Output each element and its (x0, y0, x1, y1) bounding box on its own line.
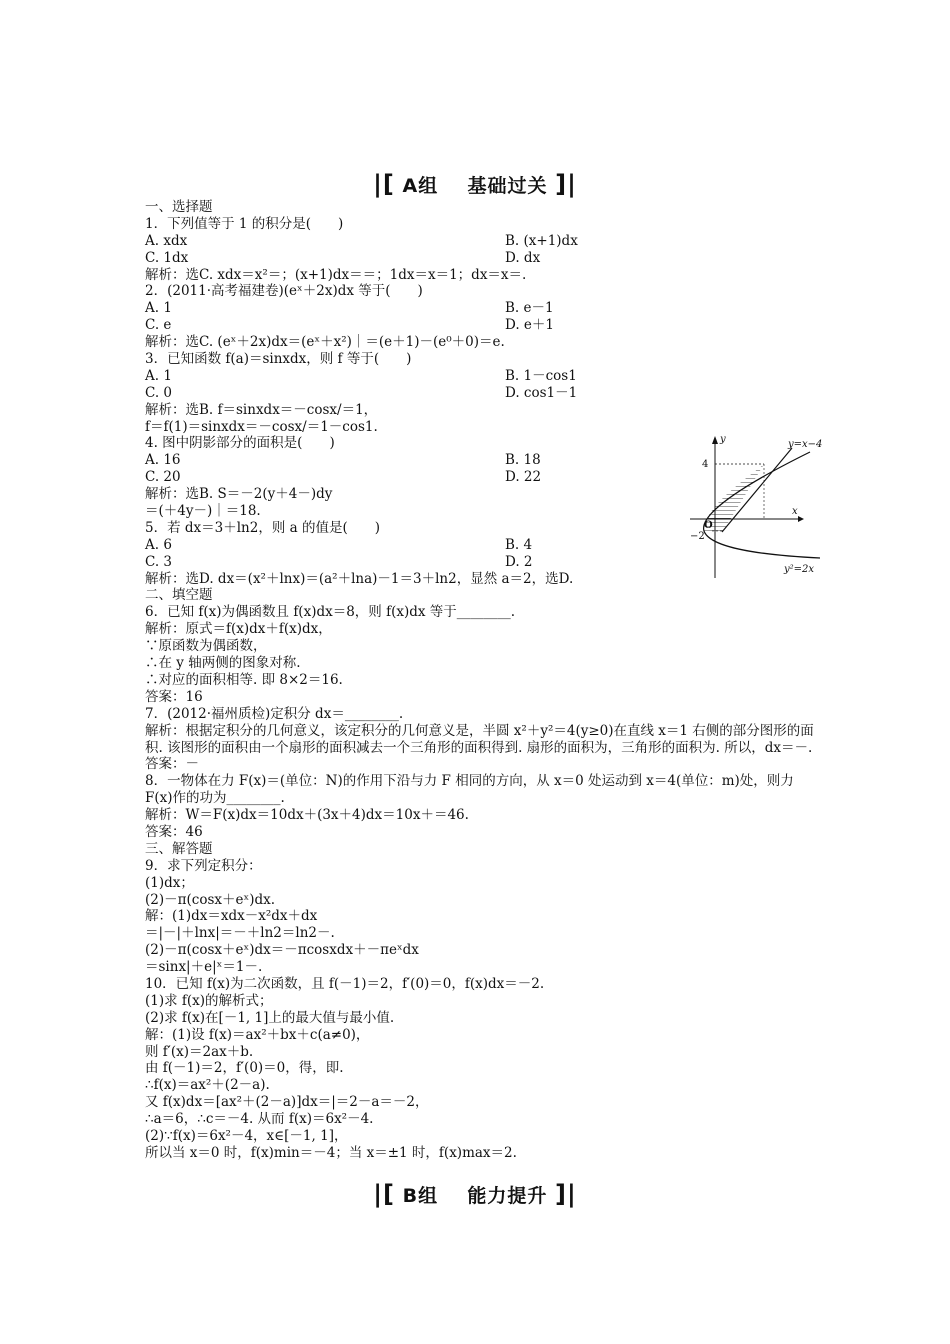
text-line (145, 841, 825, 858)
text-line (145, 824, 825, 841)
text-line (145, 1111, 825, 1128)
line-text: 6．已知 f(x)为偶函数且 f(x)dx＝8，则 f(x)dx 等于________. (145, 604, 516, 621)
line-text: 则 f′(x)＝2ax＋b. (145, 1043, 254, 1060)
line-text: ∴f(x)＝ax²＋(2－a). (145, 1077, 270, 1094)
section-a-banner (0, 170, 950, 198)
line-label: y=x−4 (788, 439, 823, 450)
bracket-close: ]| (555, 170, 577, 198)
text-line (145, 807, 825, 824)
text-line (145, 604, 825, 621)
line-text: 由 f(－1)＝2，f′(0)＝0，得，即. (145, 1060, 344, 1077)
text-line (145, 723, 825, 757)
text-line (145, 976, 825, 993)
line-text: 1．下列值等于 1 的积分是( ) (145, 215, 344, 232)
line-text: 答案：－ (145, 756, 199, 773)
line-text: 解：(1)dx＝xdx－x²dx＋dx (145, 908, 318, 925)
option-right: D. e＋1 (505, 317, 555, 334)
line-text: 7．(2012·福州质检)定积分 dx＝________. (145, 705, 404, 722)
curve-label: y²=2x (784, 564, 815, 575)
line-text: 解：(1)设 f(x)＝ax²＋bx＋c(a≠0)， (145, 1026, 370, 1043)
text-line (145, 706, 825, 723)
line-text: (2)∵f(x)＝6x²－4，x∈[－1, 1]， (145, 1128, 348, 1145)
text-line (145, 925, 825, 942)
text-line (145, 368, 825, 385)
text-line (145, 250, 825, 267)
tick-label-neg2: −2 (690, 531, 705, 542)
bracket-close: ]| (555, 1180, 577, 1208)
line-text: (2)－π(cosx＋eˣ)dx＝－πcosxdx＋－πeˣdx (145, 942, 419, 959)
document-body (145, 199, 825, 1162)
line-text: 10．已知 f(x)为二次函数，且 f(－1)＝2，f′(0)＝0，f(x)dx＝－2. (145, 976, 545, 993)
line-text: (1)求 f(x)的解析式； (145, 992, 273, 1009)
text-line (145, 216, 825, 233)
text-line (145, 233, 825, 250)
text-line (145, 587, 825, 604)
line-text: (1)dx； (145, 874, 194, 891)
text-line (145, 993, 825, 1010)
line-text: (2)求 f(x)在[－1, 1]上的最大值与最小值. (145, 1009, 395, 1026)
line-text: 4. 图中阴影部分的面积是( ) (145, 435, 335, 452)
y-axis-label: y (720, 434, 726, 445)
group-title: 基础过关 (467, 175, 548, 197)
text-line (145, 267, 825, 284)
line-text: A. xdx (145, 232, 188, 249)
line-text: A. 1 (145, 367, 172, 384)
option-right: B. (x+1)dx (505, 232, 578, 249)
text-line (145, 621, 825, 638)
text-line (145, 334, 825, 351)
line-text: 解析：选C. xdx＝x²＝；(x+1)dx＝＝；1dx＝x＝1；dx＝x＝. (145, 266, 527, 283)
line-text: C. 0 (145, 384, 173, 401)
group-label: A组 (402, 175, 439, 197)
x-axis-label: x (792, 506, 798, 517)
text-line (145, 300, 825, 317)
line-text: A. 16 (145, 452, 181, 469)
line-text: ∴对应的面积相等. 即 8×2＝16. (145, 671, 343, 688)
line-text: C. 1dx (145, 249, 189, 266)
line-text: A. 6 (145, 536, 172, 553)
text-line (145, 1077, 825, 1094)
bracket-open: |[ (373, 1180, 395, 1208)
text-line (145, 655, 825, 672)
text-line (145, 672, 825, 689)
text-line (145, 875, 825, 892)
line-text: f＝f(1)＝sinxdx＝－cosx/＝1－cos1. (145, 418, 378, 435)
shaded-region-figure (680, 430, 830, 580)
text-line (145, 385, 825, 402)
line-text: (2)－π(cosx＋eˣ)dx. (145, 891, 276, 908)
line-text: 解析：原式＝f(x)dx＋f(x)dx， (145, 621, 332, 638)
option-right: D. 22 (505, 469, 542, 486)
text-line (145, 1044, 825, 1061)
line-text: 所以当 x＝0 时，f(x)min＝－4；当 x＝±1 时，f(x)max＝2. (145, 1144, 517, 1161)
line-text: 3．已知函数 f(a)＝sinxdx，则 f 等于( ) (145, 351, 412, 368)
line-text: C. 3 (145, 553, 173, 570)
bracket-open: |[ (373, 170, 395, 198)
line-text: 9．求下列定积分： (145, 857, 262, 874)
line-text: ＝(＋4y－)｜＝18. (145, 503, 261, 520)
text-line (145, 1060, 825, 1077)
section-b-banner (0, 1180, 950, 1208)
option-right: D. 2 (505, 553, 533, 570)
line-text: ∵原函数为偶函数， (145, 638, 267, 655)
text-line (145, 402, 825, 419)
line-text: C. e (145, 317, 172, 334)
text-line (145, 1010, 825, 1027)
line-text: 答案：46 (145, 824, 203, 841)
line-text: 答案：16 (145, 688, 203, 705)
line-text: 一、选择题 (145, 199, 213, 215)
text-line (145, 756, 825, 773)
line-text: 5．若 dx＝3＋ln2，则 a 的值是( ) (145, 519, 380, 536)
text-line (145, 351, 825, 368)
tick-label-4: 4 (702, 459, 709, 470)
text-line (145, 1094, 825, 1111)
text-line (145, 1027, 825, 1044)
text-line (145, 892, 825, 909)
text-line (145, 959, 825, 976)
line-text: ∴a＝6，∴c＝－4. 从而 f(x)＝6x²－4. (145, 1111, 374, 1128)
text-line (145, 317, 825, 334)
line-text: 8．一物体在力 F(x)＝(单位：N)的作用下沿与力 F 相同的方向，从 x＝0 处运动到 x＝4(单位：m)处，则力 F(x)作的功为________. (145, 773, 794, 807)
group-label: B组 (402, 1185, 439, 1207)
line-text: 解析：W＝F(x)dx＝10dx＋(3x＋4)dx＝10x＋＝46. (145, 807, 469, 824)
text-line (145, 773, 825, 807)
text-line (145, 908, 825, 925)
shaded-area (704, 464, 764, 531)
option-right: B. 4 (505, 536, 533, 553)
line-text: 解析：根据定积分的几何意义，该定积分的几何意义是，半圆 x²＋y²＝4(y≥0)在直线 x＝1 右侧的部分图形的面积. 该图形的面积由一个扇形的面积减去一个三角形的面积得到. 扇形的面积为，三角形的面积为. 所以，dx＝－. (145, 722, 814, 756)
text-line (145, 1145, 825, 1162)
origin-label: O (704, 520, 713, 531)
line-text: 解析：选B. S＝－2(y＋4－)dy (145, 486, 333, 503)
group-title: 能力提升 (467, 1185, 548, 1207)
line-text: ＝|－|＋lnx|＝－＋ln2＝ln2－. (145, 925, 335, 942)
line-text: 解析：选C. (eˣ＋2x)dx＝(eˣ＋x²)｜＝(e＋1)－(e⁰＋0)＝e. (145, 334, 505, 351)
text-line (145, 1128, 825, 1145)
option-right: B. 18 (505, 452, 541, 469)
option-right: B. e－1 (505, 300, 554, 317)
text-line (145, 858, 825, 875)
line-text: 二、填空题 (145, 587, 213, 604)
line-text: 解析：选B. f＝sinxdx＝－cosx/＝1， (145, 401, 378, 418)
option-right: B. 1－cos1 (505, 367, 577, 384)
line-text: 又 f(x)dx＝[ax²＋(2－a)]dx＝|＝2－a＝－2， (145, 1094, 429, 1111)
option-right: D. cos1－1 (505, 384, 578, 401)
line-text: C. 20 (145, 469, 181, 486)
text-line (145, 689, 825, 706)
line-text: A. 1 (145, 300, 172, 317)
line-text: ＝sinx|＋e|ˣ＝1－. (145, 959, 263, 976)
line-text: 三、解答题 (145, 840, 213, 857)
option-right: D. dx (505, 249, 541, 266)
text-line (145, 199, 825, 216)
text-line (145, 942, 825, 959)
line-text: 解析：选D. dx＝(x²＋lnx)＝(a²＋lna)－1＝3＋ln2，显然 a＝2，选D. (145, 570, 574, 587)
text-line (145, 283, 825, 300)
line-text: 2．(2011·高考福建卷)(eˣ＋2x)dx 等于( ) (145, 283, 423, 300)
line-text: ∴在 y 轴两侧的图象对称. (145, 655, 301, 672)
text-line (145, 638, 825, 655)
